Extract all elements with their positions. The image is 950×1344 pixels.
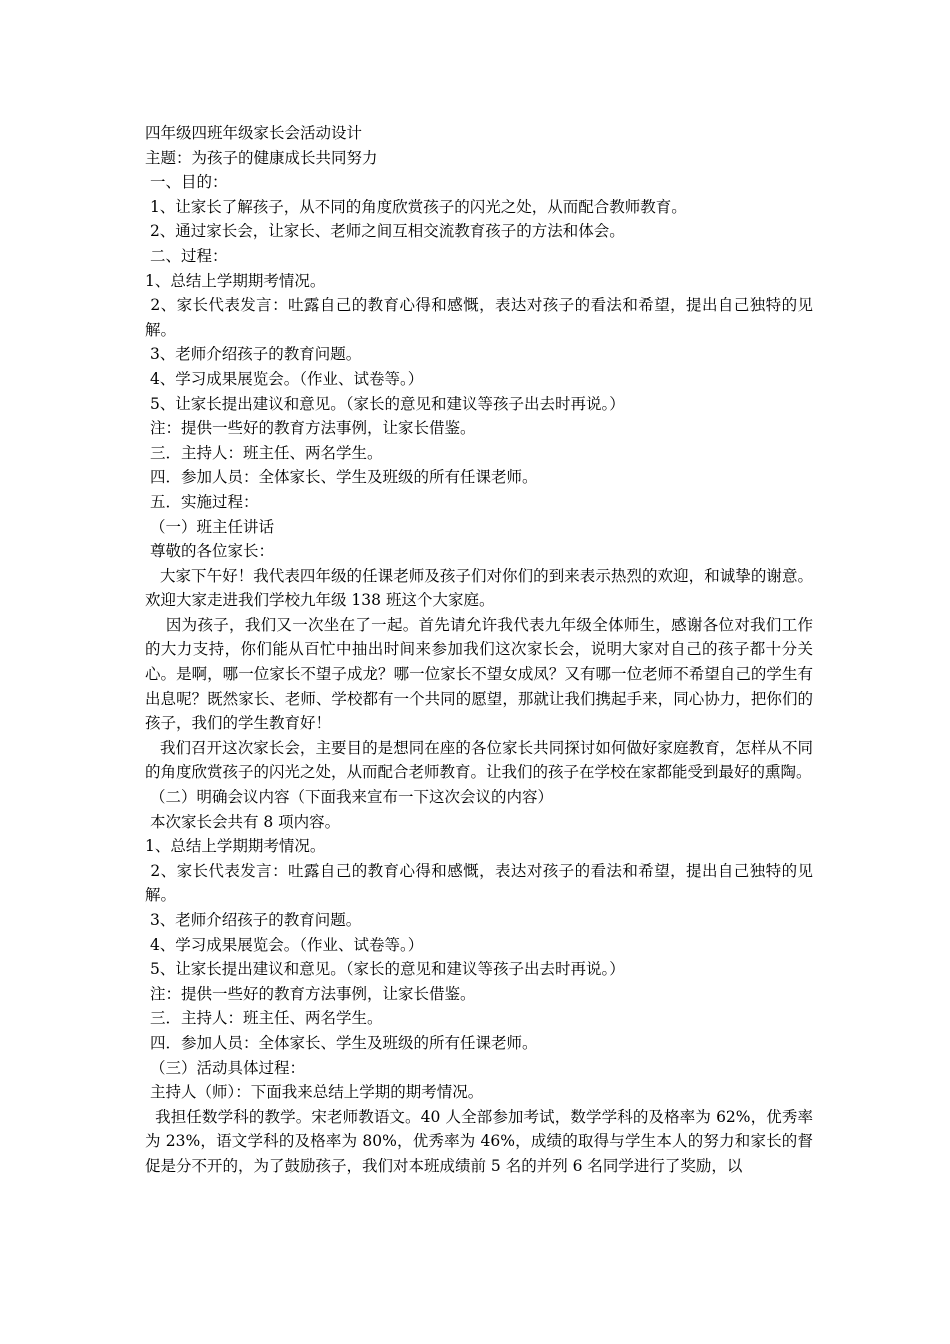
paragraph: 注：提供一些好的教育方法事例，让家长借鉴。: [145, 984, 476, 1003]
paragraph: 尊敬的各位家长：: [145, 542, 274, 561]
paragraph: 2、通过家长会，让家长、老师之间互相交流教育孩子的方法和体会。: [145, 222, 625, 241]
paragraph: 五．实施过程：: [145, 492, 259, 511]
paragraph: 1、总结上学期期考情况。: [145, 271, 326, 290]
paragraph: 1、总结上学期期考情况。: [145, 837, 326, 856]
paragraph: 2、家长代表发言：吐露自己的教育心得和感慨，表达对孩子的看法和希望，提出自己独特的见解。: [145, 296, 813, 339]
paragraph: 4、学习成果展览会。（作业、试卷等。）: [145, 369, 424, 388]
paragraph: 本次家长会共有 8 项内容。: [145, 812, 341, 831]
document-body: [145, 121, 813, 1179]
paragraph: 1、让家长了解孩子，从不同的角度欣赏孩子的闪光之处，从而配合教师教育。: [145, 197, 687, 216]
paragraph: 3、老师介绍孩子的教育问题。: [145, 911, 362, 929]
paragraph: （三）活动具体过程：: [145, 1058, 305, 1077]
paragraph: 一、目的：: [145, 173, 228, 192]
paragraph: 二、过程：: [145, 246, 228, 265]
paragraph: 3、老师介绍孩子的教育问题。: [145, 345, 362, 364]
paragraph: 因为孩子，我们又一次坐在了一起。首先请允许我代表九年级全体师生，感谢各位对我们工作的大力支持，你们能从百忙中抽出时间来参加我们这次家长会，说明大家对自己的孩子都十分关心。是啊，哪一位家长不望子成龙？哪一位家长不望女成凤？又有哪一位老师不希望自己的学生有出息呢？既然家长、老师、学校都有一个共同的愿望，那就让我们携起手来，同心协力，把你们的孩子，我们的学生教育好！: [145, 615, 813, 733]
paragraph: 四．参加人员：全体家长、学生及班级的所有任课老师。: [145, 468, 538, 487]
paragraph: 大家下午好！我代表四年级的任课老师及孩子们对你们的到来表示热烈的欢迎，和诚挚的谢意。欢迎大家走进我们学校九年级 138 班这个大家庭。: [145, 566, 813, 610]
paragraph: （一）班主任讲话: [145, 517, 274, 536]
paragraph: 5、让家长提出建议和意见。（家长的意见和建议等孩子出去时再说。）: [145, 394, 625, 413]
document-title: 四年级四班年级家长会活动设计: [145, 124, 363, 142]
paragraph: 三．主持人：班主任、两名学生。: [145, 1009, 383, 1028]
paragraph: 四．参加人员：全体家长、学生及班级的所有任课老师。: [145, 1033, 538, 1052]
paragraph: 5、让家长提出建议和意见。（家长的意见和建议等孩子出去时再说。）: [145, 960, 625, 979]
paragraph: 注：提供一些好的教育方法事例，让家长借鉴。: [145, 419, 476, 438]
paragraph: （二）明确会议内容（下面我来宣布一下这次会议的内容）: [145, 788, 553, 807]
paragraph: 我们召开这次家长会，主要目的是想同在座的各位家长共同探讨如何做好家庭教育，怎样从不同的角度欣赏孩子的闪光之处，从而配合老师教育。让我们的孩子在学校在家都能受到最好的熏陶。: [145, 738, 813, 782]
paragraph: 主持人（师）：下面我来总结上学期的期考情况。: [145, 1083, 484, 1102]
paragraph: 三．主持人：班主任、两名学生。: [145, 443, 383, 462]
document-theme: 主题：为孩子的健康成长共同努力: [145, 148, 378, 167]
paragraph: 2、家长代表发言：吐露自己的教育心得和感慨，表达对孩子的看法和希望，提出自己独特的见解。: [145, 861, 813, 905]
paragraph: 我担任数学科的教学。宋老师教语文。40 人全部参加考试，数学学科的及格率为 62%，优秀率为 23%，语文学科的及格率为 80%，优秀率为 46%，成绩的取得与学生本人的努力和家长的督促是分不开的，为了鼓励孩子，我们对本班成绩前 5 名的并列 6 名同学进行了奖励，以: [145, 1107, 814, 1175]
paragraph: 4、学习成果展览会。（作业、试卷等。）: [145, 935, 424, 954]
